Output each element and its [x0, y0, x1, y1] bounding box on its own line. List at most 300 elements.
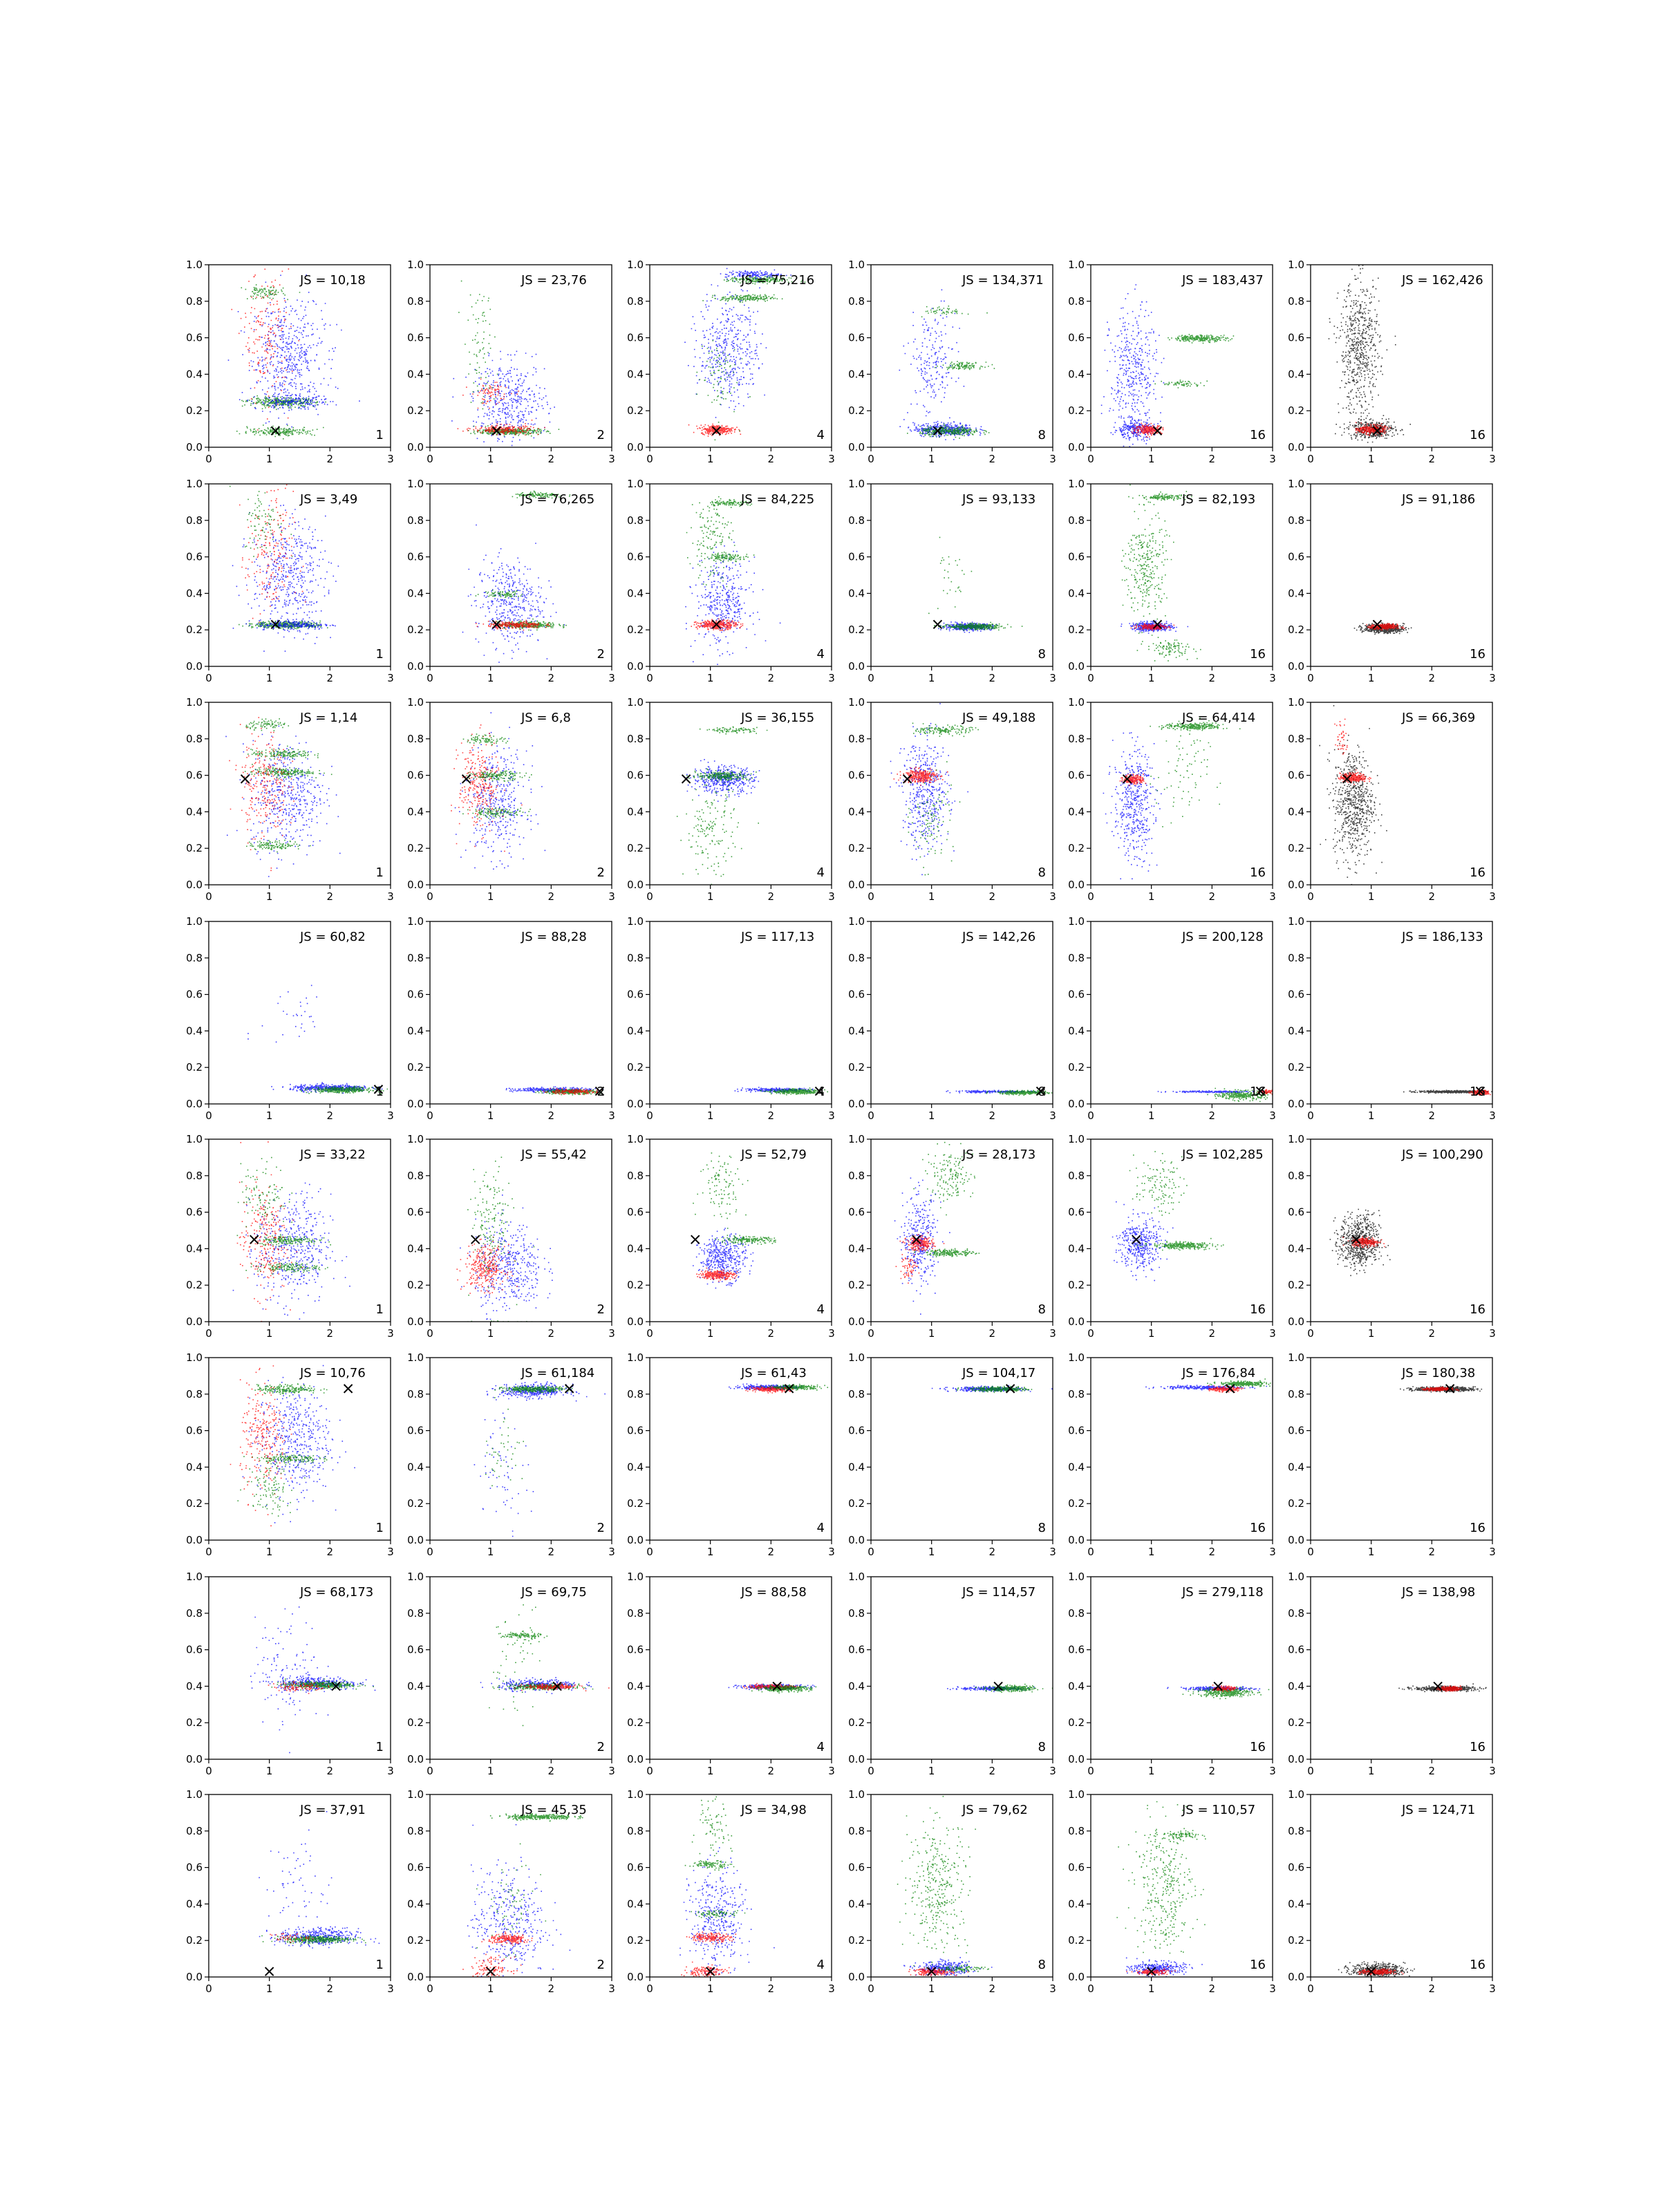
- y-tick-label: 1.0: [848, 696, 865, 709]
- js-annotation: JS = 1,14: [300, 711, 358, 725]
- y-tick-label: 0.8: [1068, 514, 1085, 527]
- y-tick-label: 0.0: [848, 879, 865, 891]
- js-annotation: JS = 49,188: [962, 711, 1036, 725]
- x-tick-label: 2: [988, 1765, 996, 1777]
- y-tick-label: 1.0: [627, 1571, 644, 1583]
- x-tick-label: 0: [205, 453, 212, 465]
- x-tick-label: 1: [487, 672, 494, 684]
- k-annotation: 16: [1250, 1521, 1266, 1535]
- x-tick-label: 1: [928, 672, 935, 684]
- y-tick-label: 0.6: [848, 1643, 865, 1656]
- y-tick-label: 0.2: [1288, 842, 1304, 855]
- y-tick-label: 1.0: [407, 696, 424, 709]
- x-tick-label: 1: [1367, 1983, 1375, 1995]
- y-tick-label: 0.0: [186, 1534, 203, 1546]
- js-annotation: JS = 33,22: [300, 1147, 366, 1162]
- y-tick-label: 1.0: [627, 1788, 644, 1801]
- y-tick-label: 0.0: [186, 1971, 203, 1983]
- y-tick-label: 0.2: [1288, 1279, 1304, 1292]
- k-annotation: 16: [1250, 1958, 1266, 1972]
- y-tick-label: 0.2: [186, 842, 203, 855]
- y-tick-label: 1.0: [848, 478, 865, 490]
- x-tick-label: 2: [767, 1765, 775, 1777]
- y-tick-label: 0.6: [627, 1206, 644, 1219]
- x-tick-label: 2: [767, 453, 775, 465]
- y-tick-label: 0.4: [848, 587, 865, 600]
- x-tick-label: 0: [205, 672, 212, 684]
- y-tick-label: 0.4: [1288, 1461, 1304, 1474]
- y-tick-label: 0.2: [627, 1716, 644, 1730]
- y-tick-label: 1.0: [407, 1788, 424, 1801]
- x-tick-label: 2: [326, 1765, 334, 1777]
- x-tick-label: 0: [1087, 672, 1094, 684]
- js-annotation: JS = 75,216: [741, 273, 815, 288]
- x-tick-label: 1: [265, 1765, 273, 1777]
- y-tick-label: 0.0: [407, 879, 424, 891]
- y-tick-label: 0.0: [407, 1098, 424, 1110]
- x-tick-label: 3: [387, 672, 394, 684]
- y-tick-label: 0.0: [1068, 1753, 1085, 1765]
- y-tick-label: 1.0: [1068, 696, 1085, 709]
- y-tick-label: 1.0: [1068, 1351, 1085, 1364]
- js-annotation: JS = 10,18: [300, 273, 366, 288]
- js-annotation: JS = 88,28: [521, 930, 587, 944]
- y-tick-label: 0.2: [848, 404, 865, 418]
- x-tick-label: 0: [868, 1327, 874, 1340]
- x-tick-label: 0: [1087, 453, 1094, 465]
- x-tick-label: 3: [608, 890, 615, 903]
- x-tick-label: 1: [1367, 1765, 1375, 1777]
- x-tick-label: 1: [1147, 1983, 1155, 1995]
- y-tick-label: 0.0: [627, 1971, 644, 1983]
- x-tick-label: 3: [1049, 1546, 1056, 1558]
- y-tick-label: 0.0: [1288, 1971, 1304, 1983]
- y-tick-label: 0.6: [407, 1643, 424, 1656]
- k-annotation: 1: [375, 1740, 384, 1754]
- x-tick-label: 2: [1428, 1983, 1436, 1995]
- y-tick-label: 0.4: [1068, 1897, 1085, 1911]
- js-annotation: JS = 183,437: [1182, 273, 1264, 288]
- x-tick-label: 0: [205, 1109, 212, 1122]
- x-tick-label: 0: [1087, 1327, 1094, 1340]
- x-tick-label: 3: [828, 890, 835, 903]
- y-tick-label: 0.8: [407, 294, 424, 308]
- x-tick-label: 0: [1087, 1109, 1094, 1122]
- x-tick-label: 0: [1307, 1765, 1314, 1777]
- y-tick-label: 0.8: [1288, 514, 1304, 527]
- k-annotation: 16: [1470, 865, 1485, 880]
- y-tick-label: 0.8: [1288, 1824, 1304, 1837]
- x-tick-label: 1: [487, 453, 494, 465]
- y-tick-label: 0.8: [186, 1169, 203, 1182]
- y-tick-label: 0.2: [1068, 1061, 1085, 1074]
- x-tick-label: 0: [646, 453, 653, 465]
- js-annotation: JS = 102,285: [1182, 1147, 1264, 1162]
- k-annotation: 8: [1038, 1302, 1046, 1317]
- js-annotation: JS = 3,49: [300, 492, 358, 507]
- x-tick-label: 1: [1147, 1109, 1155, 1122]
- x-tick-label: 1: [706, 1109, 714, 1122]
- y-tick-label: 0.2: [186, 1279, 203, 1292]
- x-tick-label: 0: [646, 1983, 653, 1995]
- y-tick-label: 0.8: [186, 294, 203, 308]
- x-tick-label: 3: [1489, 672, 1496, 684]
- y-tick-label: 0.2: [407, 1934, 424, 1947]
- y-tick-label: 1.0: [1068, 478, 1085, 490]
- k-annotation: 2: [597, 1740, 605, 1754]
- y-tick-label: 1.0: [186, 478, 203, 490]
- js-annotation: JS = 34,98: [741, 1803, 807, 1817]
- y-tick-label: 0.2: [1068, 404, 1085, 418]
- x-tick-label: 3: [1489, 1109, 1496, 1122]
- y-tick-label: 0.4: [407, 1024, 424, 1038]
- k-annotation: 8: [1038, 1740, 1046, 1754]
- y-tick-label: 0.0: [848, 1534, 865, 1546]
- x-tick-label: 1: [487, 1983, 494, 1995]
- y-tick-label: 0.4: [1068, 1680, 1085, 1693]
- x-tick-label: 0: [1087, 1765, 1094, 1777]
- y-tick-label: 0.2: [186, 1497, 203, 1510]
- x-tick-label: 0: [646, 890, 653, 903]
- k-annotation: 4: [816, 1740, 825, 1754]
- x-tick-label: 1: [265, 1109, 273, 1122]
- y-tick-label: 0.2: [1068, 1716, 1085, 1730]
- y-tick-label: 0.6: [848, 1861, 865, 1874]
- y-tick-label: 0.2: [407, 1497, 424, 1510]
- x-tick-label: 3: [608, 1327, 615, 1340]
- x-tick-label: 3: [1269, 890, 1276, 903]
- js-annotation: JS = 79,62: [962, 1803, 1028, 1817]
- js-annotation: JS = 69,75: [521, 1585, 587, 1600]
- x-tick-label: 3: [1489, 1983, 1496, 1995]
- y-tick-label: 0.8: [1068, 951, 1085, 964]
- y-tick-label: 1.0: [186, 1571, 203, 1583]
- js-annotation: JS = 114,57: [962, 1585, 1036, 1600]
- y-tick-label: 1.0: [1288, 696, 1304, 709]
- y-tick-label: 1.0: [407, 1571, 424, 1583]
- x-tick-label: 2: [988, 453, 996, 465]
- y-tick-label: 0.8: [848, 1387, 865, 1400]
- k-annotation: 4: [816, 428, 825, 442]
- y-tick-label: 0.0: [407, 441, 424, 453]
- k-annotation: 16: [1470, 647, 1485, 662]
- y-tick-label: 0.4: [186, 805, 203, 818]
- js-annotation: JS = 100,290: [1402, 1147, 1483, 1162]
- y-tick-label: 0.6: [848, 988, 865, 1001]
- y-tick-label: 0.2: [1288, 404, 1304, 418]
- x-tick-label: 3: [387, 1109, 394, 1122]
- y-tick-label: 0.8: [186, 1387, 203, 1400]
- y-tick-label: 0.0: [848, 1315, 865, 1328]
- x-tick-label: 3: [828, 1765, 835, 1777]
- y-tick-label: 0.4: [627, 1680, 644, 1693]
- js-annotation: JS = 55,42: [521, 1147, 587, 1162]
- x-tick-label: 3: [608, 1546, 615, 1558]
- x-tick-label: 0: [427, 1327, 433, 1340]
- y-tick-label: 0.2: [1068, 842, 1085, 855]
- x-tick-label: 1: [706, 453, 714, 465]
- x-tick-label: 1: [265, 1983, 273, 1995]
- y-tick-label: 1.0: [848, 1351, 865, 1364]
- js-annotation: JS = 76,265: [521, 492, 595, 507]
- k-annotation: 1: [375, 1958, 384, 1972]
- x-tick-label: 1: [706, 1546, 714, 1558]
- x-tick-label: 1: [1147, 1327, 1155, 1340]
- k-annotation: 16: [1470, 1085, 1485, 1099]
- x-tick-label: 3: [1269, 1109, 1276, 1122]
- x-tick-label: 0: [427, 1983, 433, 1995]
- js-annotation: JS = 37,91: [300, 1803, 366, 1817]
- x-tick-label: 3: [1269, 1765, 1276, 1777]
- y-tick-label: 0.6: [627, 769, 644, 782]
- y-tick-label: 1.0: [627, 1351, 644, 1364]
- js-annotation: JS = 124,71: [1402, 1803, 1476, 1817]
- y-tick-label: 0.2: [848, 1279, 865, 1292]
- x-tick-label: 2: [1428, 453, 1436, 465]
- y-tick-label: 0.4: [186, 1897, 203, 1911]
- x-tick-label: 0: [646, 1327, 653, 1340]
- y-tick-label: 0.4: [186, 1461, 203, 1474]
- y-tick-label: 0.0: [1288, 1098, 1304, 1110]
- y-tick-label: 0.6: [627, 1424, 644, 1437]
- x-tick-label: 2: [1428, 1327, 1436, 1340]
- y-tick-label: 0.2: [1288, 624, 1304, 637]
- y-tick-label: 0.8: [186, 514, 203, 527]
- x-tick-label: 2: [1428, 1109, 1436, 1122]
- k-annotation: 2: [597, 1521, 605, 1535]
- x-tick-label: 1: [265, 453, 273, 465]
- k-annotation: 16: [1470, 1302, 1485, 1317]
- x-tick-label: 2: [326, 890, 334, 903]
- x-tick-label: 0: [646, 1109, 653, 1122]
- x-tick-label: 0: [868, 1546, 874, 1558]
- y-tick-label: 0.0: [1068, 441, 1085, 453]
- x-tick-label: 0: [1307, 672, 1314, 684]
- x-tick-label: 0: [868, 672, 874, 684]
- js-annotation: JS = 45,35: [521, 1803, 587, 1817]
- js-annotation: JS = 66,369: [1402, 711, 1476, 725]
- x-tick-label: 1: [1367, 890, 1375, 903]
- x-tick-label: 3: [1269, 1327, 1276, 1340]
- y-tick-label: 0.6: [1068, 1643, 1085, 1656]
- x-tick-label: 0: [1307, 1327, 1314, 1340]
- x-tick-label: 1: [928, 1546, 935, 1558]
- x-tick-label: 3: [387, 1327, 394, 1340]
- x-tick-label: 3: [828, 453, 835, 465]
- y-tick-label: 1.0: [848, 915, 865, 928]
- x-tick-label: 2: [1208, 890, 1216, 903]
- y-tick-label: 0.6: [1288, 1643, 1304, 1656]
- k-annotation: 8: [1038, 1521, 1046, 1535]
- y-tick-label: 1.0: [627, 478, 644, 490]
- k-annotation: 4: [816, 647, 825, 662]
- y-tick-label: 0.0: [1288, 879, 1304, 891]
- y-tick-label: 0.8: [1288, 1606, 1304, 1620]
- x-tick-label: 3: [828, 1546, 835, 1558]
- y-tick-label: 1.0: [1068, 915, 1085, 928]
- y-tick-label: 0.6: [186, 769, 203, 782]
- y-tick-label: 0.6: [407, 1861, 424, 1874]
- js-annotation: JS = 60,82: [300, 930, 366, 944]
- y-tick-label: 1.0: [848, 1571, 865, 1583]
- y-tick-label: 0.8: [1288, 732, 1304, 745]
- y-tick-label: 0.6: [186, 331, 203, 344]
- x-tick-label: 1: [1147, 453, 1155, 465]
- y-tick-label: 0.0: [407, 660, 424, 673]
- y-tick-label: 0.0: [627, 1315, 644, 1328]
- y-tick-label: 0.6: [407, 331, 424, 344]
- y-tick-label: 0.8: [1288, 951, 1304, 964]
- x-tick-label: 2: [1208, 1983, 1216, 1995]
- y-tick-label: 0.6: [186, 1861, 203, 1874]
- x-tick-label: 0: [868, 1765, 874, 1777]
- js-annotation: JS = 61,43: [741, 1366, 807, 1380]
- x-tick-label: 1: [928, 1327, 935, 1340]
- y-tick-label: 0.2: [848, 624, 865, 637]
- y-tick-label: 1.0: [186, 1133, 203, 1145]
- y-tick-label: 0.2: [627, 842, 644, 855]
- y-tick-label: 0.8: [407, 1169, 424, 1182]
- x-tick-label: 1: [265, 1327, 273, 1340]
- y-tick-label: 0.4: [1068, 1461, 1085, 1474]
- y-tick-label: 0.6: [186, 1206, 203, 1219]
- k-annotation: 4: [816, 865, 825, 880]
- x-tick-label: 2: [1208, 1327, 1216, 1340]
- y-tick-label: 1.0: [627, 1133, 644, 1145]
- js-annotation: JS = 110,57: [1182, 1803, 1256, 1817]
- k-annotation: 16: [1250, 1085, 1266, 1099]
- y-tick-label: 0.0: [627, 441, 644, 453]
- y-tick-label: 0.2: [186, 1716, 203, 1730]
- y-tick-label: 0.4: [1068, 587, 1085, 600]
- x-tick-label: 3: [1049, 1765, 1056, 1777]
- k-annotation: 4: [816, 1302, 825, 1317]
- y-tick-label: 0.8: [627, 951, 644, 964]
- y-tick-label: 0.0: [1288, 1534, 1304, 1546]
- x-tick-label: 2: [1208, 1546, 1216, 1558]
- y-tick-label: 1.0: [407, 478, 424, 490]
- y-tick-label: 1.0: [1068, 1133, 1085, 1145]
- x-tick-label: 0: [646, 1765, 653, 1777]
- x-tick-label: 3: [608, 1765, 615, 1777]
- k-annotation: 2: [597, 1302, 605, 1317]
- js-annotation: JS = 6,8: [521, 711, 571, 725]
- y-tick-label: 0.0: [1288, 660, 1304, 673]
- y-tick-label: 0.4: [1288, 587, 1304, 600]
- x-tick-label: 1: [1367, 453, 1375, 465]
- x-tick-label: 0: [427, 1546, 433, 1558]
- y-tick-label: 0.4: [1288, 1680, 1304, 1693]
- k-annotation: 16: [1250, 647, 1266, 662]
- k-annotation: 16: [1470, 1958, 1485, 1972]
- y-tick-label: 0.6: [407, 1424, 424, 1437]
- x-tick-label: 1: [487, 1546, 494, 1558]
- y-tick-label: 1.0: [1288, 1571, 1304, 1583]
- k-annotation: 1: [375, 1302, 384, 1317]
- x-tick-label: 2: [1208, 672, 1216, 684]
- x-tick-label: 0: [427, 890, 433, 903]
- y-tick-label: 0.6: [627, 550, 644, 563]
- x-tick-label: 3: [387, 453, 394, 465]
- js-annotation: JS = 28,173: [962, 1147, 1036, 1162]
- y-tick-label: 0.2: [627, 1279, 644, 1292]
- x-tick-label: 0: [1307, 1109, 1314, 1122]
- x-tick-label: 2: [326, 1109, 334, 1122]
- y-tick-label: 0.4: [627, 1461, 644, 1474]
- x-tick-label: 1: [706, 890, 714, 903]
- x-tick-label: 1: [487, 1327, 494, 1340]
- x-tick-label: 0: [1307, 453, 1314, 465]
- x-tick-label: 2: [988, 890, 996, 903]
- y-tick-label: 0.4: [407, 1680, 424, 1693]
- y-tick-label: 1.0: [627, 915, 644, 928]
- y-tick-label: 0.8: [627, 1387, 644, 1400]
- y-tick-label: 0.2: [627, 1497, 644, 1510]
- x-tick-label: 3: [1489, 453, 1496, 465]
- y-tick-label: 0.2: [1288, 1716, 1304, 1730]
- y-tick-label: 0.2: [848, 842, 865, 855]
- x-tick-label: 1: [1367, 1327, 1375, 1340]
- y-tick-label: 0.8: [1068, 294, 1085, 308]
- k-annotation: 8: [1038, 647, 1046, 662]
- x-tick-label: 3: [1489, 890, 1496, 903]
- y-tick-label: 0.8: [1068, 732, 1085, 745]
- y-tick-label: 0.4: [407, 1897, 424, 1911]
- k-annotation: 1: [375, 1521, 384, 1535]
- y-tick-label: 0.0: [407, 1971, 424, 1983]
- y-tick-label: 0.6: [1068, 550, 1085, 563]
- y-tick-label: 0.8: [407, 1387, 424, 1400]
- x-tick-label: 1: [928, 453, 935, 465]
- y-tick-label: 0.4: [848, 1242, 865, 1255]
- y-tick-label: 1.0: [1288, 259, 1304, 271]
- y-tick-label: 0.6: [627, 1861, 644, 1874]
- x-tick-label: 3: [1269, 453, 1276, 465]
- x-tick-label: 0: [427, 672, 433, 684]
- y-tick-label: 0.4: [627, 1897, 644, 1911]
- x-tick-label: 0: [1087, 1546, 1094, 1558]
- y-tick-label: 0.0: [848, 660, 865, 673]
- y-tick-label: 1.0: [848, 259, 865, 271]
- y-tick-label: 0.0: [407, 1315, 424, 1328]
- x-tick-label: 2: [767, 890, 775, 903]
- y-tick-label: 0.6: [186, 988, 203, 1001]
- js-annotation: JS = 88,58: [741, 1585, 807, 1600]
- y-tick-label: 0.2: [186, 404, 203, 418]
- y-tick-label: 0.8: [407, 732, 424, 745]
- y-tick-label: 0.6: [1068, 1424, 1085, 1437]
- y-tick-label: 0.8: [848, 514, 865, 527]
- x-tick-label: 1: [1147, 672, 1155, 684]
- y-tick-label: 1.0: [1288, 1788, 1304, 1801]
- y-tick-label: 1.0: [186, 915, 203, 928]
- y-tick-label: 0.4: [1288, 368, 1304, 381]
- x-tick-label: 2: [988, 1546, 996, 1558]
- x-tick-label: 2: [1428, 672, 1436, 684]
- x-tick-label: 2: [1428, 1546, 1436, 1558]
- k-annotation: 2: [597, 865, 605, 880]
- k-annotation: 8: [1038, 865, 1046, 880]
- y-tick-label: 0.4: [848, 805, 865, 818]
- js-annotation: JS = 104,17: [962, 1366, 1036, 1380]
- x-tick-label: 2: [326, 1327, 334, 1340]
- y-tick-label: 0.8: [627, 294, 644, 308]
- x-tick-label: 3: [1049, 453, 1056, 465]
- x-tick-label: 2: [988, 672, 996, 684]
- y-tick-label: 0.4: [407, 368, 424, 381]
- x-tick-label: 0: [1087, 890, 1094, 903]
- y-tick-label: 0.2: [1068, 1279, 1085, 1292]
